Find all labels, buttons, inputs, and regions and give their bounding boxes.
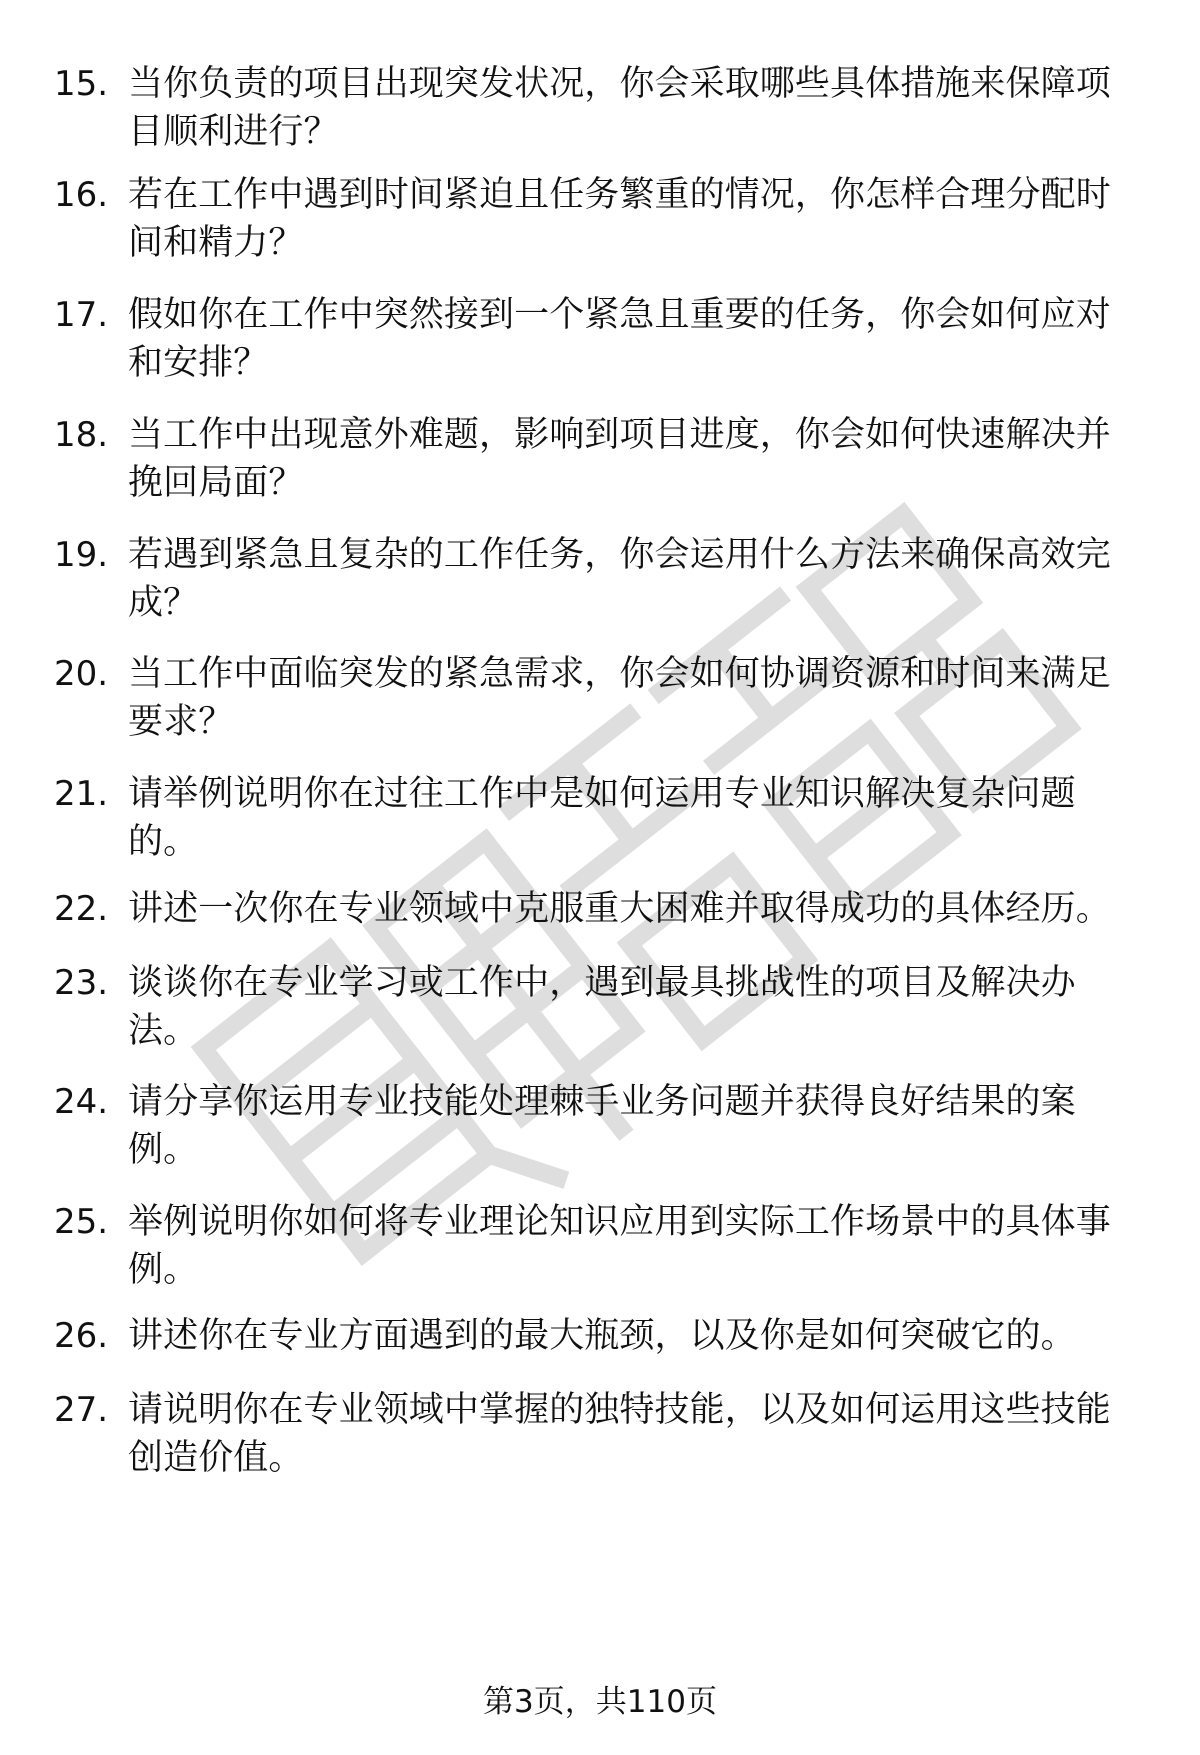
question-number: 17. bbox=[54, 295, 109, 335]
question-item-27 bbox=[0, 1386, 1200, 1486]
question-text: 当你负责的项目出现突发状况，你会采取哪些具体措施来保障项目顺利进行？ bbox=[128, 64, 1111, 152]
question-item-19 bbox=[0, 531, 1200, 631]
question-text: 当工作中面临突发的紧急需求，你会如何协调资源和时间来满足要求？ bbox=[128, 654, 1111, 742]
question-number: 24. bbox=[54, 1082, 109, 1122]
question-text: 谈谈你在专业学习或工作中，遇到最具挑战性的项目及解决办法。 bbox=[128, 963, 1076, 1051]
question-text: 请说明你在专业领域中掌握的独特技能，以及如何运用这些技能创造价值。 bbox=[128, 1390, 1111, 1478]
page-number-label: 第3页，共110页 bbox=[483, 1684, 717, 1720]
question-text: 当工作中出现意外难题，影响到项目进度，你会如何快速解决并挽回局面？ bbox=[128, 415, 1111, 503]
question-item-16 bbox=[0, 171, 1200, 271]
question-number: 26. bbox=[54, 1316, 109, 1356]
question-number: 20. bbox=[54, 654, 109, 694]
question-text: 请举例说明你在过往工作中是如何运用专业知识解决复杂问题的。 bbox=[128, 774, 1076, 862]
question-item-20 bbox=[0, 650, 1200, 750]
question-text: 假如你在工作中突然接到一个紧急且重要的任务，你会如何应对和安排？ bbox=[128, 295, 1111, 383]
question-text: 请分享你运用专业技能处理棘手业务问题并获得良好结果的案例。 bbox=[128, 1082, 1076, 1170]
question-number: 23. bbox=[54, 963, 109, 1003]
question-text: 若在工作中遇到时间紧迫且任务繁重的情况，你怎样合理分配时间和精力？ bbox=[128, 175, 1111, 263]
question-number: 18. bbox=[54, 415, 109, 455]
question-number: 27. bbox=[54, 1390, 109, 1430]
question-item-25 bbox=[0, 1198, 1200, 1298]
question-text: 讲述你在专业方面遇到的最大瓶颈，以及你是如何突破它的。 bbox=[128, 1316, 1076, 1356]
question-item-17 bbox=[0, 291, 1200, 391]
question-number: 25. bbox=[54, 1202, 109, 1242]
question-number: 21. bbox=[54, 774, 109, 814]
question-item-15 bbox=[0, 60, 1200, 160]
question-text: 举例说明你如何将专业理论知识应用到实际工作场景中的具体事例。 bbox=[128, 1202, 1111, 1290]
question-item-24 bbox=[0, 1078, 1200, 1178]
question-item-18 bbox=[0, 411, 1200, 511]
question-number: 19. bbox=[54, 535, 109, 575]
question-number: 15. bbox=[54, 64, 109, 104]
question-number: 22. bbox=[54, 889, 109, 929]
question-text: 若遇到紧急且复杂的工作任务，你会运用什么方法来确保高效完成？ bbox=[128, 535, 1111, 623]
question-number: 16. bbox=[54, 175, 109, 215]
question-item-21 bbox=[0, 770, 1200, 870]
question-text: 讲述一次你在专业领域中克服重大困难并取得成功的具体经历。 bbox=[128, 889, 1111, 929]
question-item-23 bbox=[0, 959, 1200, 1059]
